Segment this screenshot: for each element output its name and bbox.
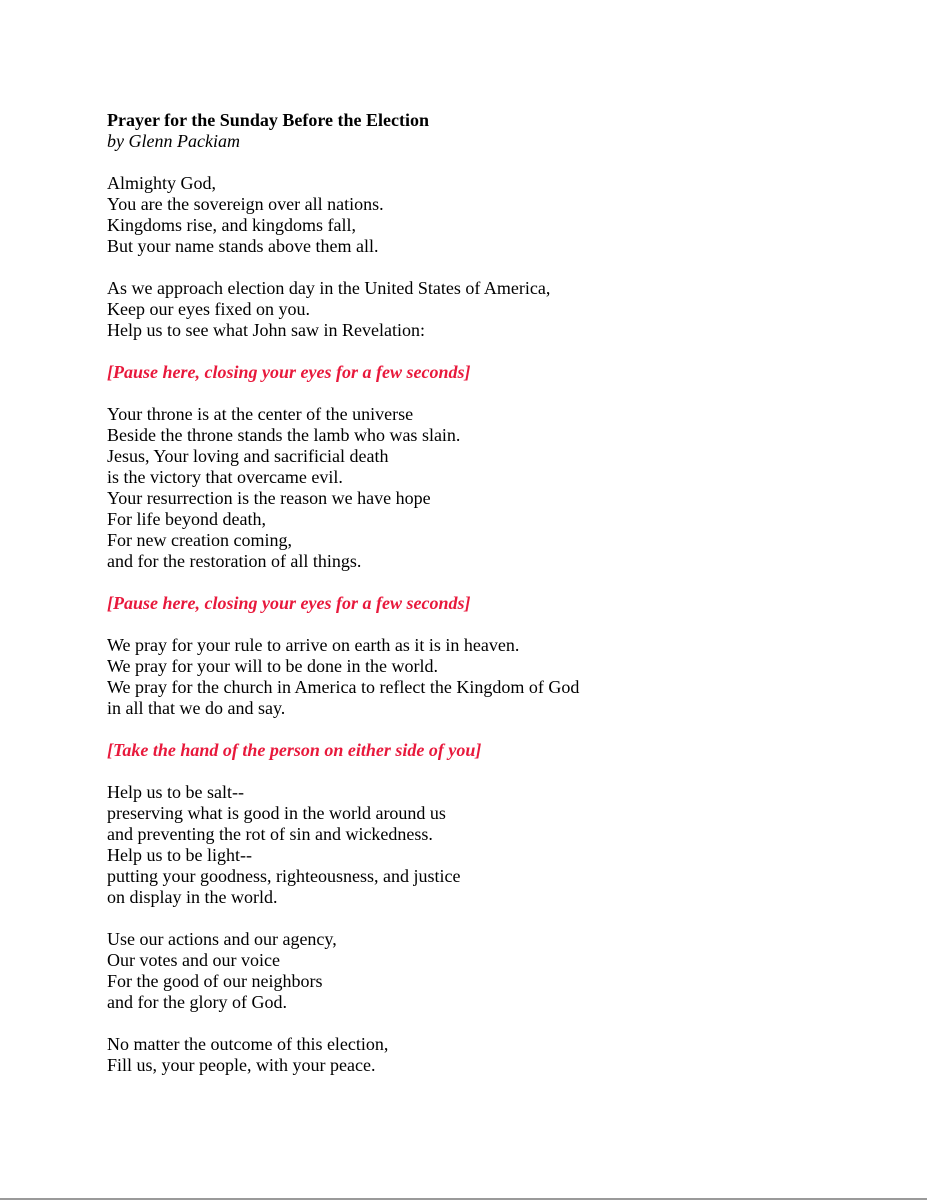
stanza-line: Use our actions and our agency, [107,929,337,949]
stanza-line: Help us to be light-- [107,845,252,865]
stanza-4 [107,635,887,719]
stanza-line: For life beyond death, [107,509,266,529]
stanza-line: No matter the outcome of this election, [107,1034,389,1054]
stanza-line: in all that we do and say. [107,698,286,718]
stanza-line: But your name stands above them all. [107,236,379,256]
stanza-gap [107,341,887,362]
stanza-gap [107,761,887,782]
stanza-line: Your resurrection is the reason we have hope [107,488,431,508]
stanza-2 [107,278,887,341]
stanza-gap [107,383,887,404]
stanza-line: We pray for the church in America to reflect the Kingdom of God [107,677,580,697]
instruction-pause-1: [Pause here, closing your eyes for a few seconds] [107,362,471,382]
stanza-line: Kingdoms rise, and kingdoms fall, [107,215,356,235]
stanza-line: Keep our eyes fixed on you. [107,299,310,319]
instruction-pause-2: [Pause here, closing your eyes for a few seconds] [107,593,471,613]
stanza-line: Almighty God, [107,173,217,193]
stanza-line: putting your goodness, righteousness, and justice [107,866,461,886]
stanza-line: and preventing the rot of sin and wickedness. [107,824,433,844]
stanza-line: Jesus, Your loving and sacrificial death [107,446,389,466]
stanza-line: For the good of our neighbors [107,971,323,991]
stanza-gap [107,1013,887,1034]
prayer-author: by Glenn Packiam [107,131,240,151]
stanza-1 [107,173,887,257]
stanza-line: on display in the world. [107,887,278,907]
stanza-gap [107,152,887,173]
stanza-line: Your throne is at the center of the universe [107,404,414,424]
stanza-line: preserving what is good in the world around us [107,803,446,823]
stanza-line: Help us to be salt-- [107,782,244,802]
prayer-title: Prayer for the Sunday Before the Election [107,110,429,130]
stanza-line: and for the glory of God. [107,992,287,1012]
stanza-7 [107,1034,887,1076]
stanza-line: Beside the throne stands the lamb who was slain. [107,425,461,445]
stanza-gap [107,908,887,929]
stanza-3 [107,404,887,572]
stanza-line: For new creation coming, [107,530,292,550]
stanza-line: is the victory that overcame evil. [107,467,343,487]
stanza-gap [107,257,887,278]
stanza-line: We pray for your will to be done in the world. [107,656,438,676]
instruction-take-hand: [Take the hand of the person on either side of you] [107,740,482,760]
stanza-line: and for the restoration of all things. [107,551,362,571]
stanza-5 [107,782,887,908]
stanza-line: We pray for your rule to arrive on earth as it is in heaven. [107,635,520,655]
stanza-gap [107,572,887,593]
stanza-line: You are the sovereign over all nations. [107,194,384,214]
stanza-gap [107,614,887,635]
stanza-line: Fill us, your people, with your peace. [107,1055,376,1075]
stanza-6 [107,929,887,1013]
stanza-line: Help us to see what John saw in Revelation: [107,320,425,340]
stanza-line: As we approach election day in the United States of America, [107,278,551,298]
stanza-gap [107,719,887,740]
stanza-line: Our votes and our voice [107,950,280,970]
prayer-body [107,110,887,1076]
